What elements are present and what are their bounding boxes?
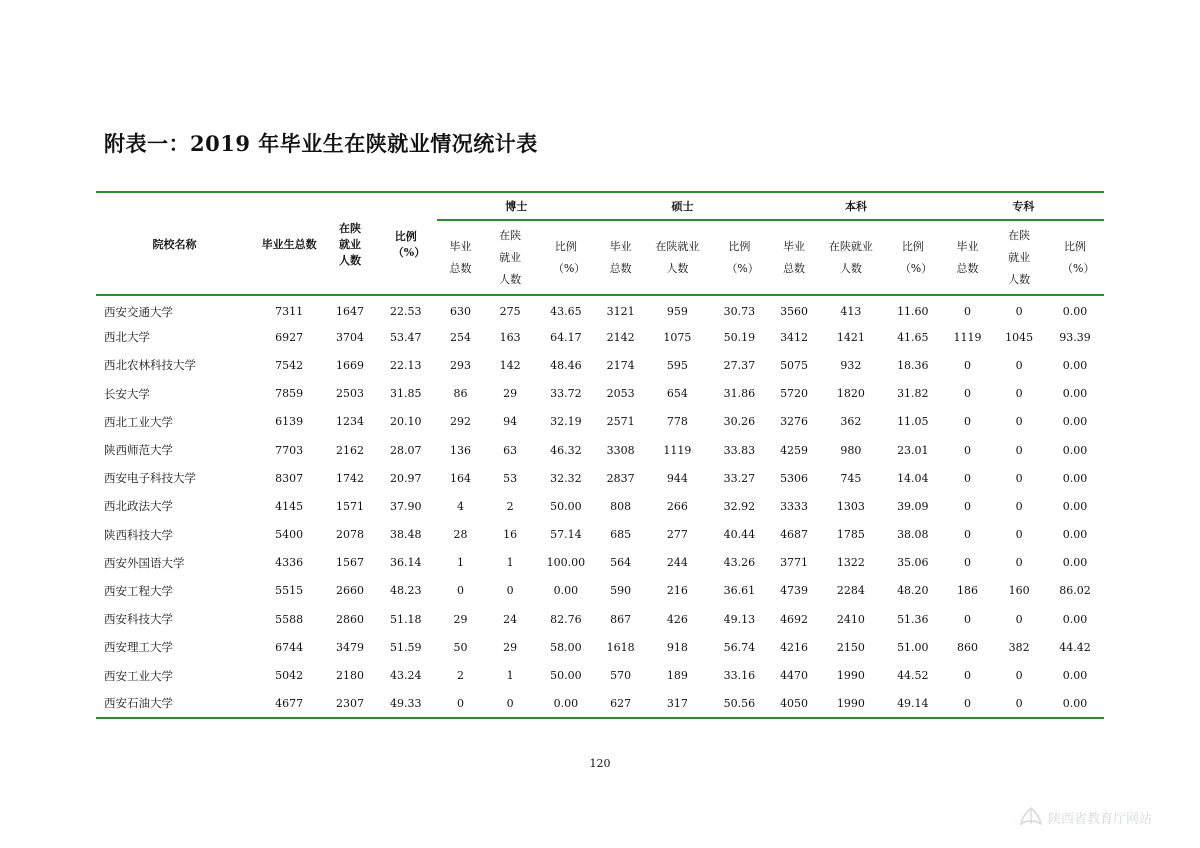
table-row: [96, 408, 1104, 436]
cell-ratio-total: 48.23: [390, 584, 422, 598]
cell-master-ratio: 36.61: [723, 584, 756, 598]
cell-master-ratio: 31.86: [723, 387, 756, 401]
cell-ratio-total: 43.24: [390, 669, 422, 683]
cell-ratio-total: 20.97: [390, 471, 422, 485]
cell-bachelor-ratio: 23.01: [897, 443, 929, 457]
header-college-ratio: 比例（%）: [1062, 239, 1095, 275]
header-master-total: 毕业总数: [609, 239, 632, 275]
cell-bachelor-total: 3333: [780, 499, 809, 513]
cell-bachelor-employed: 1421: [836, 330, 865, 344]
cell-bachelor-ratio: 18.36: [897, 358, 929, 372]
cell-college-employed: 382: [1008, 640, 1030, 654]
cell-college-employed: 0: [1015, 528, 1023, 542]
cell-bachelor-ratio: 31.82: [897, 387, 929, 401]
cell-master-ratio: 33.83: [723, 443, 756, 457]
cell-school-name: 西安科技大学: [104, 612, 173, 627]
cell-bachelor-total: 4692: [780, 612, 809, 626]
cell-college-total: 0: [964, 528, 972, 542]
cell-master-ratio: 40.44: [723, 528, 756, 542]
cell-bachelor-total: 4259: [780, 443, 809, 457]
cell-master-ratio: 43.26: [723, 556, 756, 570]
cell-bachelor-employed: 1785: [836, 528, 865, 542]
cell-college-ratio: 93.39: [1059, 330, 1091, 344]
cell-school-name: 长安大学: [104, 386, 150, 401]
cell-doctor-total: 0: [457, 696, 465, 710]
cell-master-employed: 654: [666, 387, 688, 401]
cell-college-employed: 0: [1015, 669, 1023, 683]
cell-ratio-total: 49.33: [390, 696, 422, 710]
cell-doctor-employed: 142: [499, 358, 521, 372]
cell-bachelor-total: 5720: [780, 387, 809, 401]
cell-bachelor-ratio: 48.20: [897, 584, 929, 598]
cell-master-total: 590: [610, 584, 632, 598]
cell-college-employed: 0: [1015, 696, 1023, 710]
watermark-text: 陕西省教育厅网站: [1048, 811, 1153, 827]
cell-college-total: 1119: [953, 330, 982, 344]
cell-graduates-total: 6927: [275, 330, 304, 344]
cell-bachelor-employed: 1990: [836, 669, 865, 683]
page-number: 120: [589, 757, 611, 770]
cell-bachelor-ratio: 38.08: [897, 528, 929, 542]
cell-master-employed: 959: [666, 305, 688, 319]
cell-bachelor-total: 3276: [780, 415, 809, 429]
cell-ratio-total: 20.10: [390, 415, 422, 429]
cell-college-employed: 0: [1015, 358, 1023, 372]
cell-employed-total: 2180: [336, 669, 365, 683]
cell-employed-total: 2860: [336, 612, 365, 626]
cell-graduates-total: 6744: [275, 640, 304, 654]
cell-college-ratio: 0.00: [1062, 612, 1088, 626]
cell-college-ratio: 0.00: [1062, 499, 1088, 513]
cell-employed-total: 2660: [336, 584, 365, 598]
header-doctor-total: 毕业总数: [449, 239, 472, 275]
cell-doctor-employed: 0: [506, 696, 514, 710]
cell-graduates-total: 4145: [275, 499, 304, 513]
header-college-total: 毕业总数: [956, 239, 979, 275]
cell-master-ratio: 33.27: [723, 471, 756, 485]
cell-bachelor-employed: 1820: [836, 387, 865, 401]
cell-doctor-total: 136: [450, 443, 472, 457]
cell-employed-total: 1647: [336, 305, 365, 319]
cell-college-total: 0: [964, 387, 972, 401]
cell-master-employed: 1119: [663, 443, 692, 457]
table-row: [96, 295, 1104, 323]
cell-ratio-total: 36.14: [390, 556, 422, 570]
cell-master-employed: 189: [666, 669, 688, 683]
cell-doctor-total: 293: [450, 358, 472, 372]
header-ratio: 比例（%）: [392, 229, 426, 259]
header-graduates-total: 毕业生总数: [261, 237, 317, 251]
cell-master-employed: 595: [666, 358, 688, 372]
cell-school-name: 西安工业大学: [104, 668, 173, 683]
header-group-bachelor: 本科: [769, 192, 942, 220]
cell-bachelor-employed: 2284: [836, 584, 865, 598]
cell-doctor-total: 86: [453, 387, 468, 401]
table-row: [96, 605, 1104, 633]
cell-college-employed: 0: [1015, 471, 1023, 485]
cell-bachelor-ratio: 44.52: [897, 669, 929, 683]
cell-graduates-total: 7311: [275, 305, 304, 319]
cell-college-total: 0: [964, 612, 972, 626]
table-row: [96, 492, 1104, 520]
cell-college-total: 0: [964, 556, 972, 570]
watermark: [1018, 806, 1152, 828]
table-row: [96, 690, 1104, 718]
cell-college-employed: 0: [1015, 499, 1023, 513]
cell-bachelor-employed: 932: [840, 358, 862, 372]
cell-college-total: 0: [964, 669, 972, 683]
cell-college-ratio: 0.00: [1062, 696, 1088, 710]
cell-master-total: 808: [610, 499, 632, 513]
cell-doctor-employed: 63: [503, 443, 518, 457]
cell-graduates-total: 5588: [275, 612, 304, 626]
cell-employed-total: 2307: [336, 696, 365, 710]
cell-ratio-total: 37.90: [390, 499, 422, 513]
cell-college-employed: 0: [1015, 612, 1023, 626]
cell-college-total: 0: [964, 415, 972, 429]
cell-college-employed: 1045: [1005, 330, 1034, 344]
cell-master-ratio: 30.73: [723, 305, 756, 319]
cell-college-ratio: 86.02: [1059, 584, 1091, 598]
cell-master-employed: 944: [666, 471, 688, 485]
cell-master-total: 867: [610, 612, 632, 626]
cell-master-ratio: 33.16: [723, 669, 756, 683]
cell-master-ratio: 27.37: [723, 358, 756, 372]
cell-college-total: 0: [964, 696, 972, 710]
cell-bachelor-ratio: 11.05: [897, 415, 929, 429]
cell-college-total: 0: [964, 471, 972, 485]
cell-ratio-total: 53.47: [390, 330, 422, 344]
cell-college-ratio: 0.00: [1062, 471, 1088, 485]
cell-bachelor-ratio: 14.04: [897, 471, 929, 485]
header-group-college: 专科: [943, 192, 1104, 220]
cell-college-employed: 0: [1015, 415, 1023, 429]
cell-ratio-total: 28.07: [390, 443, 422, 457]
cell-master-employed: 317: [666, 696, 688, 710]
cell-doctor-total: 28: [453, 528, 468, 542]
cell-bachelor-total: 4687: [780, 528, 809, 542]
cell-bachelor-employed: 2150: [836, 640, 865, 654]
cell-employed-total: 1669: [336, 358, 365, 372]
cell-bachelor-ratio: 41.65: [897, 330, 929, 344]
table-row: [96, 380, 1104, 408]
cell-college-total: 186: [957, 584, 979, 598]
header-doctor-employed: 在陕就业人数: [499, 228, 522, 286]
cell-doctor-ratio: 33.72: [550, 387, 582, 401]
cell-ratio-total: 31.85: [390, 387, 422, 401]
cell-master-employed: 266: [666, 499, 688, 513]
cell-school-name: 西北政法大学: [104, 499, 173, 514]
cell-master-total: 3308: [606, 443, 635, 457]
cell-employed-total: 2503: [336, 387, 365, 401]
cell-graduates-total: 7542: [275, 358, 304, 372]
cell-doctor-employed: 29: [503, 640, 518, 654]
cell-employed-total: 1234: [336, 415, 365, 429]
cell-doctor-ratio: 46.32: [550, 443, 582, 457]
table-body: [96, 295, 1104, 718]
table-row: [96, 323, 1104, 351]
cell-master-total: 2142: [606, 330, 635, 344]
cell-college-ratio: 0.00: [1062, 358, 1088, 372]
cell-doctor-employed: 1: [506, 669, 514, 683]
cell-doctor-employed: 1: [506, 556, 514, 570]
cell-doctor-ratio: 64.17: [550, 330, 582, 344]
cell-doctor-ratio: 32.19: [550, 415, 582, 429]
table-row: [96, 633, 1104, 661]
cell-college-ratio: 44.42: [1059, 640, 1091, 654]
cell-school-name: 西安理工大学: [104, 640, 173, 655]
header-school-name: 院校名称: [152, 237, 197, 251]
cell-doctor-ratio: 50.00: [550, 669, 582, 683]
cell-employed-total: 1567: [336, 556, 365, 570]
table-row: [96, 577, 1104, 605]
cell-doctor-total: 1: [457, 556, 465, 570]
cell-master-total: 685: [610, 528, 632, 542]
cell-college-employed: 0: [1015, 387, 1023, 401]
cell-college-ratio: 0.00: [1062, 528, 1088, 542]
cell-school-name: 西北农林科技大学: [104, 358, 196, 373]
cell-master-total: 564: [610, 556, 632, 570]
cell-doctor-employed: 0: [506, 584, 514, 598]
cell-bachelor-total: 3771: [780, 556, 809, 570]
cell-bachelor-total: 3560: [780, 305, 809, 319]
cell-school-name: 西安电子科技大学: [104, 471, 196, 486]
header-bachelor-ratio: 比例（%）: [899, 239, 933, 275]
header-bachelor-employed: 在陕就业人数: [828, 239, 873, 275]
cell-bachelor-ratio: 11.60: [897, 305, 929, 319]
cell-college-ratio: 0.00: [1062, 305, 1088, 319]
cell-bachelor-employed: 2410: [836, 612, 865, 626]
cell-master-employed: 244: [666, 556, 688, 570]
cell-school-name: 西北大学: [104, 330, 150, 345]
cell-master-ratio: 32.92: [723, 499, 756, 513]
cell-master-ratio: 56.74: [723, 640, 756, 654]
cell-employed-total: 3704: [336, 330, 365, 344]
header-employed-in-shaanxi: 在陕就业人数: [339, 221, 362, 267]
cell-bachelor-total: 4050: [780, 696, 809, 710]
cell-bachelor-employed: 980: [840, 443, 862, 457]
cell-employed-total: 2162: [336, 443, 365, 457]
cell-graduates-total: 5042: [275, 669, 304, 683]
cell-college-ratio: 0.00: [1062, 415, 1088, 429]
watermark-logo-icon: [1018, 806, 1044, 828]
cell-graduates-total: 5400: [275, 528, 304, 542]
cell-bachelor-employed: 745: [840, 471, 862, 485]
cell-bachelor-total: 4216: [780, 640, 809, 654]
cell-bachelor-total: 4470: [780, 669, 809, 683]
page-title: 附表一：2019 年毕业生在陕就业情况统计表: [104, 131, 538, 156]
cell-employed-total: 1571: [336, 499, 365, 513]
cell-master-total: 2053: [606, 387, 635, 401]
cell-doctor-ratio: 32.32: [550, 471, 582, 485]
cell-doctor-ratio: 48.46: [550, 358, 582, 372]
cell-bachelor-total: 3412: [780, 330, 809, 344]
cell-college-total: 0: [964, 358, 972, 372]
header-doctor-ratio: 比例（%）: [552, 239, 586, 275]
cell-bachelor-ratio: 51.00: [897, 640, 929, 654]
cell-master-ratio: 50.19: [723, 330, 756, 344]
cell-school-name: 西北工业大学: [104, 414, 173, 429]
cell-doctor-ratio: 0.00: [553, 584, 579, 598]
cell-college-ratio: 0.00: [1062, 387, 1088, 401]
cell-college-employed: 0: [1015, 443, 1023, 457]
cell-master-employed: 1075: [663, 330, 692, 344]
cell-graduates-total: 4336: [275, 556, 304, 570]
cell-master-employed: 426: [666, 612, 688, 626]
cell-doctor-ratio: 43.65: [550, 305, 582, 319]
table-row: [96, 549, 1104, 577]
cell-doctor-employed: 53: [503, 471, 518, 485]
cell-doctor-employed: 29: [503, 387, 518, 401]
cell-doctor-employed: 16: [503, 528, 518, 542]
cell-doctor-employed: 94: [503, 415, 518, 429]
cell-master-total: 627: [610, 696, 632, 710]
cell-college-employed: 160: [1008, 584, 1030, 598]
cell-ratio-total: 38.48: [390, 528, 422, 542]
cell-doctor-total: 292: [450, 415, 472, 429]
cell-doctor-total: 630: [450, 305, 472, 319]
cell-doctor-ratio: 58.00: [550, 640, 582, 654]
cell-bachelor-ratio: 35.06: [897, 556, 929, 570]
cell-doctor-total: 29: [453, 612, 468, 626]
header-group-doctor: 博士: [437, 192, 596, 220]
cell-ratio-total: 51.59: [390, 640, 422, 654]
cell-college-ratio: 0.00: [1062, 443, 1088, 457]
cell-ratio-total: 51.18: [390, 612, 422, 626]
cell-ratio-total: 22.13: [390, 358, 422, 372]
cell-graduates-total: 5515: [275, 584, 304, 598]
cell-doctor-total: 4: [457, 499, 465, 513]
table-row: [96, 351, 1104, 379]
cell-master-total: 570: [610, 669, 632, 683]
cell-bachelor-total: 5075: [780, 358, 809, 372]
cell-master-total: 2837: [606, 471, 635, 485]
cell-graduates-total: 7859: [275, 387, 304, 401]
cell-ratio-total: 22.53: [390, 305, 422, 319]
cell-master-ratio: 50.56: [723, 696, 756, 710]
cell-bachelor-ratio: 51.36: [897, 612, 929, 626]
header-master-employed: 在陕就业人数: [655, 239, 700, 275]
cell-doctor-total: 164: [450, 471, 472, 485]
cell-college-total: 0: [964, 499, 972, 513]
cell-bachelor-employed: 1322: [836, 556, 865, 570]
cell-graduates-total: 7703: [275, 443, 304, 457]
cell-employed-total: 3479: [336, 640, 365, 654]
table-row: [96, 521, 1104, 549]
cell-college-employed: 0: [1015, 305, 1023, 319]
cell-doctor-ratio: 82.76: [550, 612, 582, 626]
cell-school-name: 西安外国语大学: [104, 555, 185, 570]
cell-college-total: 0: [964, 305, 972, 319]
cell-bachelor-total: 5306: [780, 471, 809, 485]
cell-master-employed: 778: [666, 415, 688, 429]
cell-employed-total: 2078: [336, 528, 365, 542]
header-master-ratio: 比例（%）: [726, 239, 759, 275]
cell-bachelor-employed: 1303: [836, 499, 865, 513]
cell-school-name: 陕西师范大学: [104, 443, 173, 458]
cell-doctor-ratio: 50.00: [550, 499, 582, 513]
cell-master-employed: 277: [666, 528, 688, 542]
cell-college-employed: 0: [1015, 556, 1023, 570]
cell-doctor-total: 254: [450, 330, 472, 344]
cell-doctor-employed: 163: [499, 330, 521, 344]
cell-master-ratio: 30.26: [723, 415, 756, 429]
cell-master-ratio: 49.13: [723, 612, 756, 626]
cell-doctor-ratio: 57.14: [550, 528, 582, 542]
cell-doctor-total: 50: [453, 640, 468, 654]
table-row: [96, 436, 1104, 464]
cell-doctor-employed: 275: [499, 305, 521, 319]
cell-master-employed: 918: [666, 640, 688, 654]
cell-doctor-ratio: 100.00: [546, 556, 586, 570]
table-row: [96, 661, 1104, 689]
cell-college-total: 860: [957, 640, 979, 654]
cell-master-total: 3121: [606, 305, 635, 319]
cell-bachelor-total: 4739: [780, 584, 809, 598]
cell-doctor-ratio: 0.00: [553, 696, 579, 710]
cell-doctor-employed: 24: [503, 612, 518, 626]
table-row: [96, 464, 1104, 492]
cell-master-total: 2174: [606, 358, 635, 372]
cell-graduates-total: 8307: [275, 471, 304, 485]
header-group-master: 硕士: [596, 192, 769, 220]
header-college-employed: 在陕就业人数: [1008, 228, 1031, 286]
cell-master-total: 1618: [606, 640, 635, 654]
cell-doctor-total: 2: [457, 669, 465, 683]
header-bachelor-total: 毕业总数: [783, 239, 806, 275]
cell-bachelor-employed: 362: [840, 415, 862, 429]
cell-bachelor-employed: 1990: [836, 696, 865, 710]
cell-school-name: 陕西科技大学: [104, 527, 173, 542]
cell-graduates-total: 6139: [275, 415, 304, 429]
cell-bachelor-employed: 413: [840, 305, 862, 319]
cell-school-name: 西安交通大学: [104, 304, 173, 319]
cell-school-name: 西安工程大学: [104, 583, 173, 598]
cell-doctor-total: 0: [457, 584, 465, 598]
cell-school-name: 西安石油大学: [104, 696, 173, 711]
employment-stats-table: [96, 191, 1104, 719]
cell-employed-total: 1742: [336, 471, 365, 485]
cell-bachelor-ratio: 39.09: [897, 499, 929, 513]
cell-bachelor-ratio: 49.14: [897, 696, 929, 710]
cell-college-ratio: 0.00: [1062, 669, 1088, 683]
cell-graduates-total: 4677: [275, 696, 304, 710]
cell-master-total: 2571: [606, 415, 635, 429]
cell-college-total: 0: [964, 443, 972, 457]
cell-doctor-employed: 2: [506, 499, 514, 513]
cell-college-ratio: 0.00: [1062, 556, 1088, 570]
cell-master-employed: 216: [666, 584, 688, 598]
